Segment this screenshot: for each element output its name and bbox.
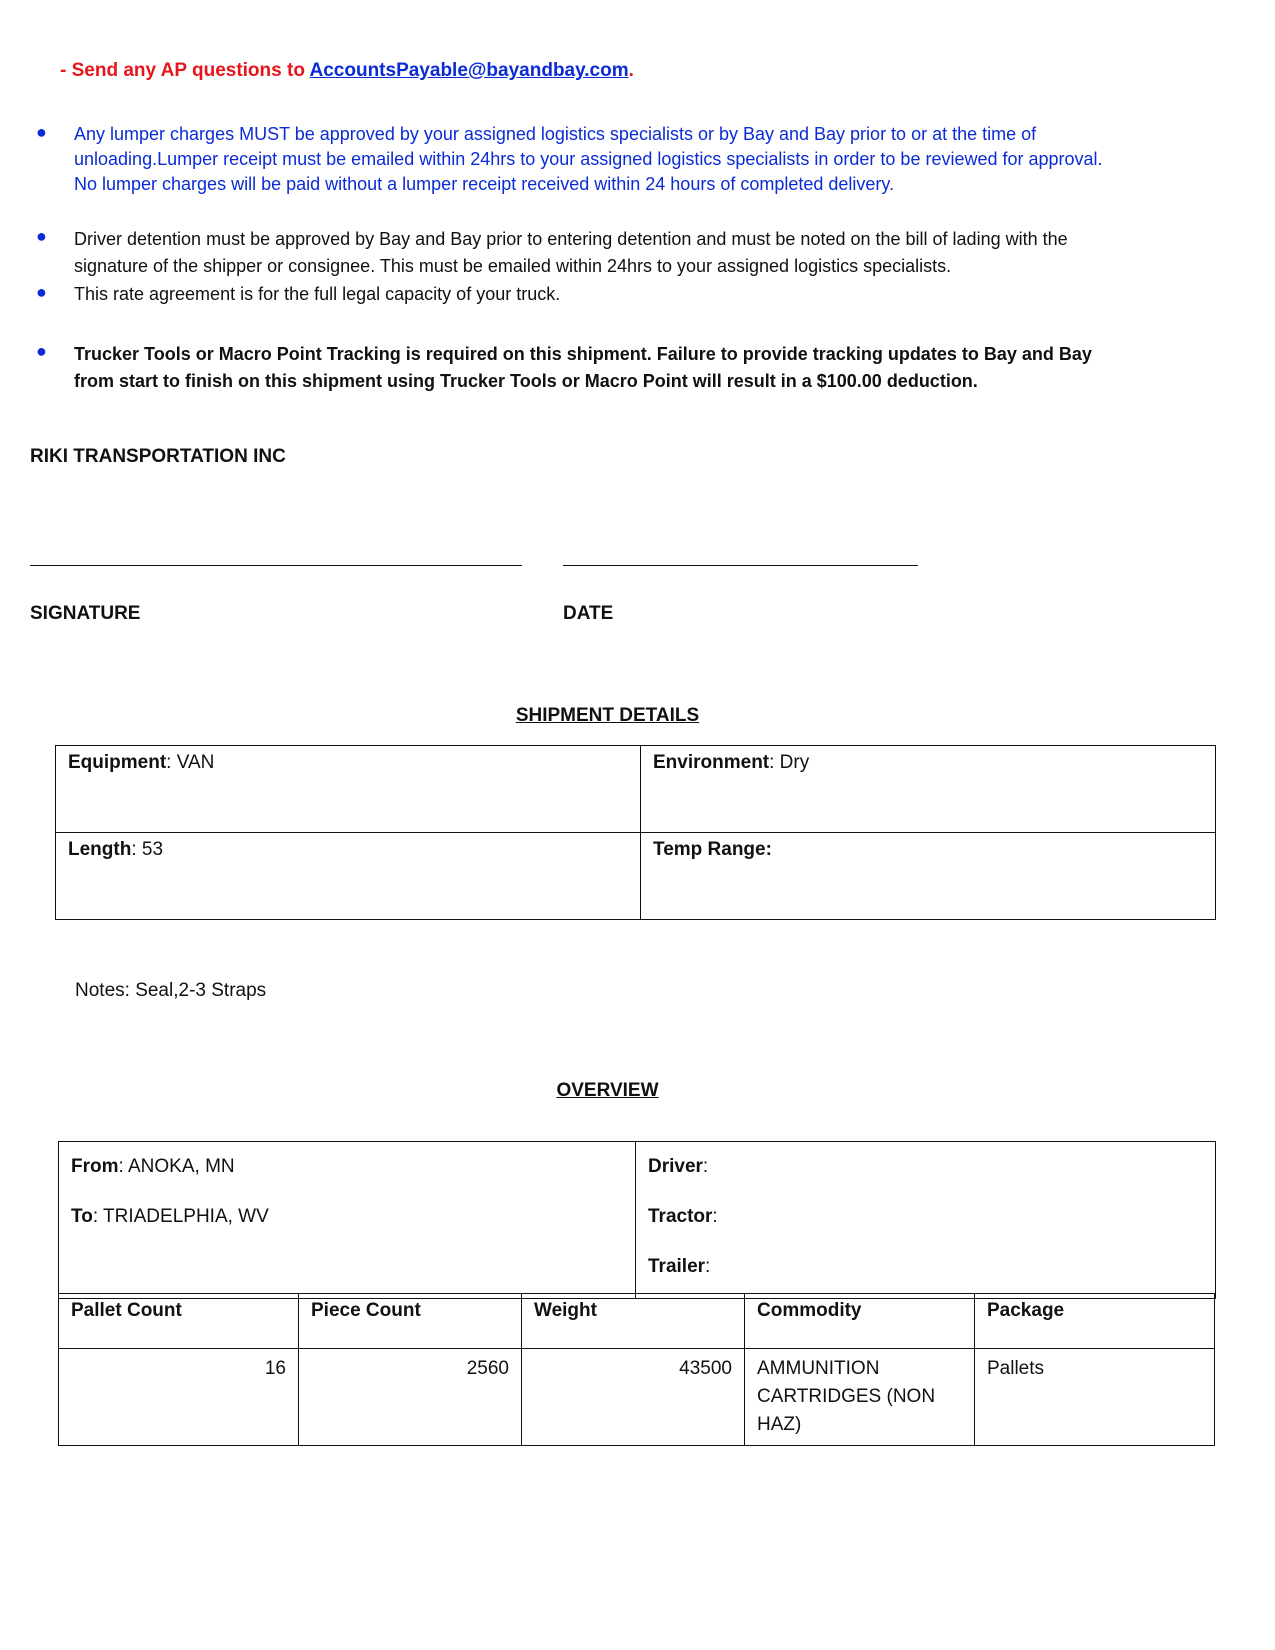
equipment-assignment-cell — [636, 1142, 1216, 1299]
date-line[interactable] — [563, 565, 918, 566]
from-label: From — [71, 1156, 119, 1177]
column-header: Weight — [522, 1294, 745, 1349]
bullet-icon: ● — [36, 282, 47, 302]
bullet-icon: ● — [36, 226, 47, 246]
company-name: RIKI TRANSPORTATION INC — [30, 446, 286, 467]
signature-label: SIGNATURE — [30, 603, 141, 624]
tractor-label: Tractor — [648, 1206, 713, 1227]
signature-line[interactable] — [30, 565, 522, 566]
ap-notice-suffix: . — [628, 60, 634, 81]
temp-range-label: Temp Range: — [653, 839, 772, 860]
shipment-details-title: SHIPMENT DETAILS — [515, 705, 700, 726]
length-value: : 53 — [131, 839, 164, 860]
temp-range-cell — [641, 833, 1216, 920]
column-header: Pallet Count — [59, 1294, 299, 1349]
commodity-cell: AMMUNITION CARTRIDGES (NON HAZ) — [745, 1349, 975, 1446]
table-row — [59, 1294, 1215, 1349]
detention-terms: Driver detention must be approved by Bay and Bay prior to entering detention and must be noted on the bill of lading with the signature of the shipper or consignee. This must be emailed within 24hrs to your assigned logistics specialists. — [74, 229, 1068, 276]
driver-colon: : — [702, 1156, 709, 1177]
piece-count-cell: 2560 — [299, 1349, 522, 1446]
to-label: To — [71, 1206, 93, 1227]
date-label: DATE — [563, 603, 614, 624]
bullet-icon: ● — [36, 122, 47, 142]
ap-email-link[interactable]: AccountsPayable@bayandbay.com — [309, 60, 629, 81]
column-header: Package — [975, 1294, 1215, 1349]
equipment-label: Equipment — [68, 752, 167, 773]
table-row — [59, 1349, 1215, 1446]
length-label: Length — [68, 839, 132, 860]
from-value: : ANOKA, MN — [118, 1156, 235, 1177]
route-cell — [59, 1142, 636, 1299]
to-value: : TRIADELPHIA, WV — [92, 1206, 269, 1227]
overview-route-table — [58, 1141, 1216, 1299]
ap-notice — [60, 60, 634, 82]
equipment-value: : VAN — [166, 752, 215, 773]
package-cell: Pallets — [975, 1349, 1215, 1446]
shipment-details-table — [55, 745, 1216, 920]
length-cell — [56, 833, 641, 920]
environment-value: : Dry — [769, 752, 810, 773]
tractor-colon: : — [712, 1206, 718, 1227]
column-header: Piece Count — [299, 1294, 522, 1349]
driver-line — [648, 1142, 1203, 1192]
column-header: Commodity — [745, 1294, 975, 1349]
environment-cell — [641, 746, 1216, 833]
environment-label: Environment — [653, 752, 770, 773]
tractor-line — [648, 1192, 1203, 1242]
driver-label: Driver — [648, 1156, 703, 1177]
capacity-terms: This rate agreement is for the full legal capacity of your truck. — [74, 284, 561, 304]
cargo-table — [58, 1293, 1215, 1446]
bullet-icon: ● — [36, 341, 47, 361]
trailer-colon: : — [705, 1256, 711, 1277]
weight-cell: 43500 — [522, 1349, 745, 1446]
equipment-cell — [56, 746, 641, 833]
tracking-terms: Trucker Tools or Macro Point Tracking is required on this shipment. Failure to provide tracking updates to Bay and Bay from start to finish on this shipment using Trucker Tools or Macro Point will result in a $100.00 deduction. — [74, 344, 1092, 391]
trailer-label: Trailer — [648, 1256, 706, 1277]
pallet-count-cell: 16 — [59, 1349, 299, 1446]
from-line — [71, 1142, 623, 1192]
overview-title: OVERVIEW — [556, 1080, 659, 1101]
shipment-notes: Notes: Seal,2-3 Straps — [75, 980, 267, 1001]
to-line — [71, 1192, 623, 1242]
ap-notice-prefix: - Send any AP questions to — [60, 60, 310, 81]
lumper-terms: Any lumper charges MUST be approved by your assigned logistics specialists or by Bay and Bay prior to or at the time of unloading.Lumper receipt must be emailed within 24hrs to your assigned logistics specialists in order to be reviewed for approval. No lumper charges will be paid without a lumper receipt received within 24 hours of completed delivery. — [74, 124, 1103, 194]
trailer-line — [648, 1242, 1203, 1292]
